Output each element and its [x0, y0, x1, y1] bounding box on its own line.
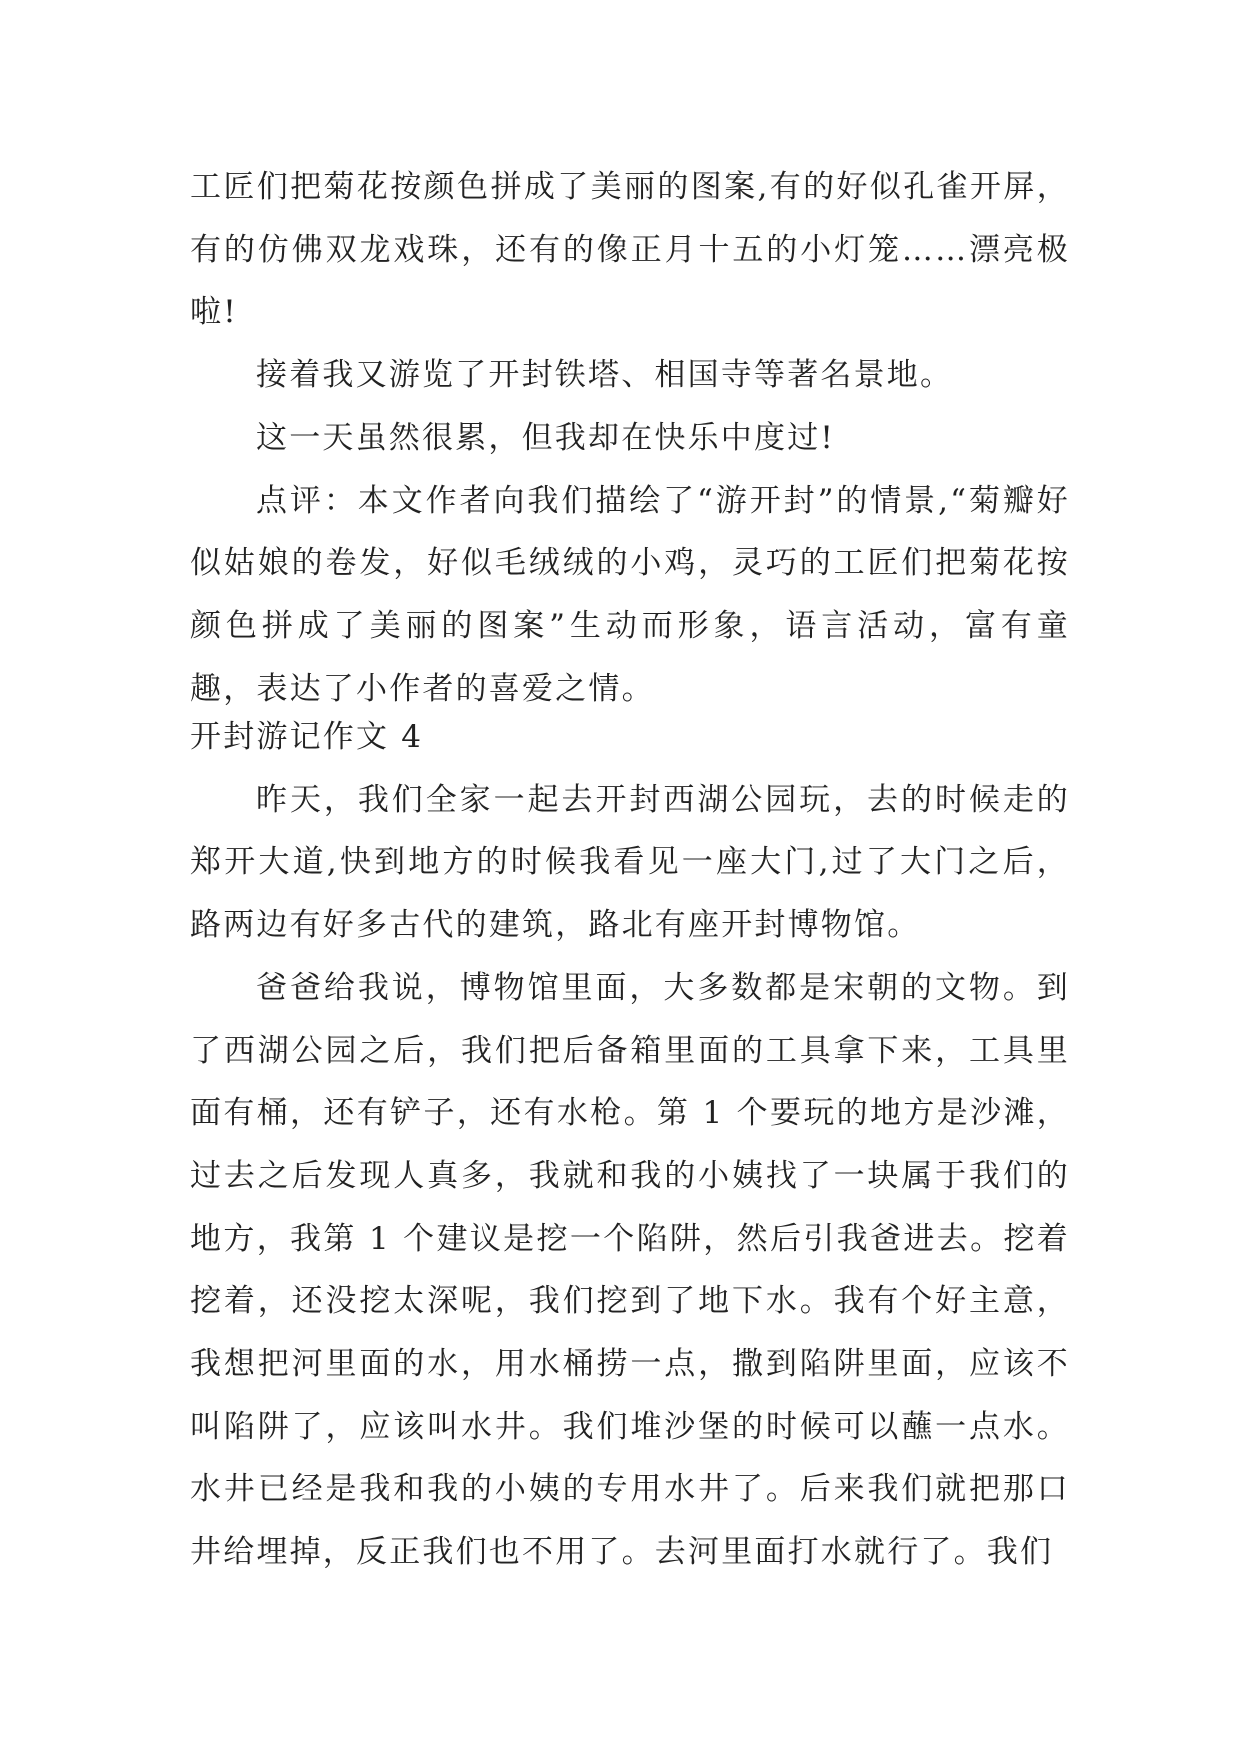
paragraph-chrysanthemum-patterns: 工匠们把菊花按颜色拼成了美丽的图案,有的好似孔雀开屏，有的仿佛双龙戏珠，还有的像正月十五的小灯笼……漂亮极啦!: [190, 169, 1070, 331]
paragraph-sightseeing: 接着我又游览了开封铁塔、相国寺等著名景地。: [256, 357, 954, 394]
paragraph-comment: 点评：本文作者向我们描绘了“游开封”的情景,“菊瓣好似姑娘的卷发，好似毛绒绒的小鸡，灵巧的工匠们把菊花按颜色拼成了美丽的图案”生动而形象，语言活动，富有童趣，表达了小作者的喜爱之情。: [190, 482, 1070, 707]
paragraph-happy-day: 这一天虽然很累，但我却在快乐中度过!: [256, 419, 836, 456]
paragraph-trip-start: 昨天，我们全家一起去开封西湖公园玩，去的时候走的郑开大道,快到地方的时候我看见一座大门,过了大门之后，路两边有好多古代的建筑，路北有座开封博物馆。: [190, 781, 1070, 944]
essay-title: 开封游记作文 4: [190, 719, 424, 755]
essay-4: [190, 706, 1070, 1584]
essay-continuation: [190, 156, 1070, 720]
paragraph-beach-play: 爸爸给我说，博物馆里面，大多数都是宋朝的文物。到了西湖公园之后，我们把后备箱里面的工具拿下来，工具里面有桶，还有铲子，还有水枪。第 1 个要玩的地方是沙滩，过去之后发现人真多，我就和我的小姨找了一块属于我们的地方，我第 1 个建议是挖一个陷阱，然后引我爸进去。挖着挖着，还没挖太深呢，我们挖到了地下水。我有个好主意，我想把河里面的水，用水桶捞一点，撒到陷阱里面，应该不叫陷阱了，应该叫水井。我们堆沙堡的时候可以蘸一点水。水井已经是我和我的小姨的专用水井了。后来我们就把那口井给埋掉，反正我们也不用了。去河里面打水就行了。我们: [190, 969, 1070, 1571]
